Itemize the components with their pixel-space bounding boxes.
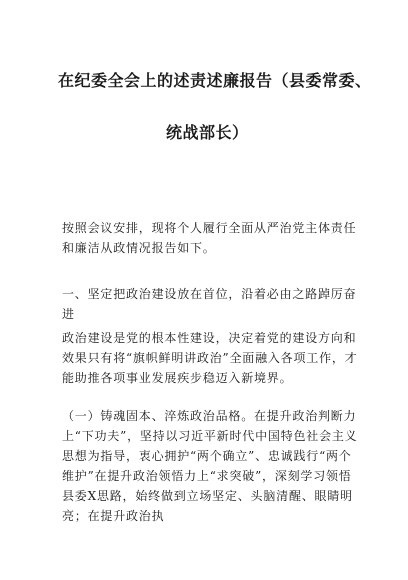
paragraph-political-construction: 政治建设是党的根本性建设，决定着党的建设方向和效果只有将“旗帜鲜明讲政治”全面融入各项工作，才能助推各项事业发展疾步稳迈入新境界。 bbox=[62, 331, 358, 385]
section-heading-1: 一、坚定把政治建设放在首位，沿着必由之路踔厉奋进 bbox=[62, 287, 357, 321]
document-title-line-1: 在纪委全会上的述责述廉报告（县委常委、 bbox=[58, 71, 372, 90]
paragraph-subsection-1: （一）铸魂固本、淬炼政治品格。在提升政治判断力上“下功夫”，坚持以习近平新时代中国特色社会主义思想为指导，衷心拥护“两个确立”、忠诚践行“两个维护”在提升政治领悟力上“求突破”，深刻学习领悟县委X思路，始终做到立场坚定、头脑清醒、眼睛明亮；在提升政治执 bbox=[62, 409, 358, 523]
document-title-line-2: 统战部长） bbox=[166, 123, 249, 142]
paragraph-intro: 按照会议安排，现将个人履行全面从严治党主体责任和廉洁从政情况报告如下。 bbox=[62, 221, 357, 255]
